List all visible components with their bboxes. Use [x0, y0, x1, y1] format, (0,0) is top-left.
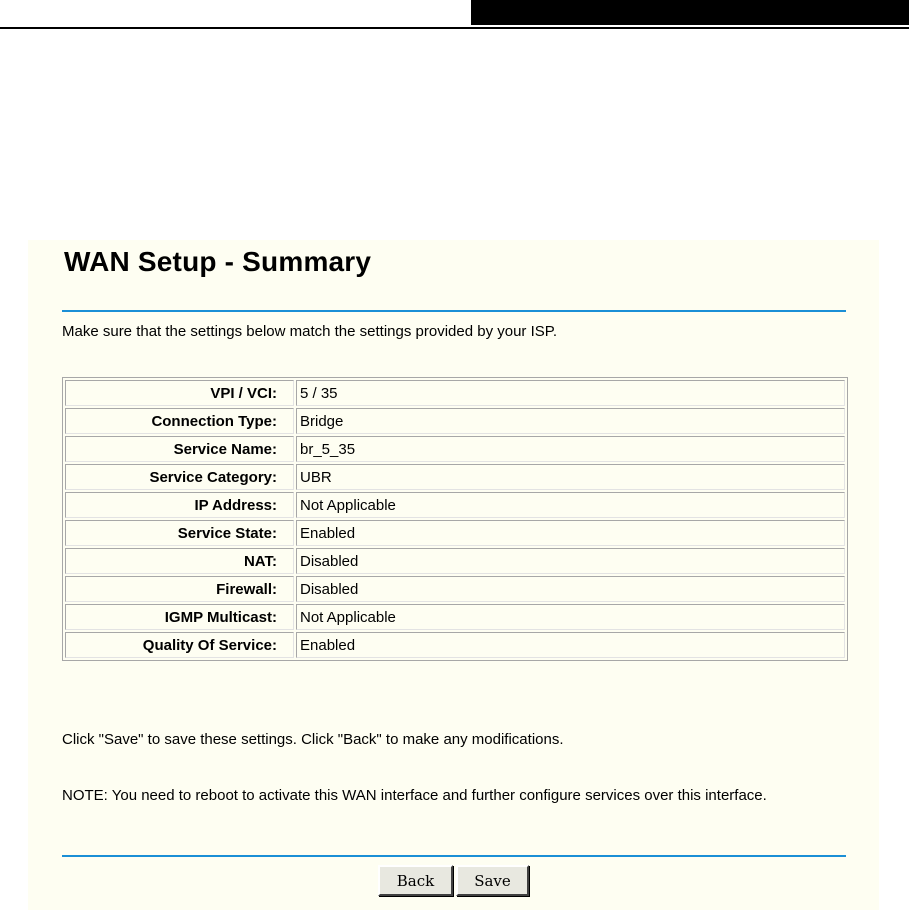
save-button[interactable]: Save: [456, 865, 529, 896]
wan-summary-panel: [28, 240, 879, 910]
header-black-bar: [471, 0, 909, 25]
table-row-ip-address: [65, 492, 845, 518]
row-label: NAT:: [65, 548, 294, 574]
summary-table: [62, 377, 848, 661]
back-button[interactable]: Back: [378, 865, 453, 896]
table-row-nat: [65, 548, 845, 574]
row-value: Not Applicable: [296, 492, 845, 518]
table-row-service-category: [65, 464, 845, 490]
row-label: Quality Of Service:: [65, 632, 294, 658]
page-title: WAN Setup - Summary: [64, 246, 372, 277]
row-value: Enabled: [296, 520, 845, 546]
table-row-vpi-vci: [65, 380, 845, 406]
row-label: IP Address:: [65, 492, 294, 518]
row-label: Service State:: [65, 520, 294, 546]
intro-text: Make sure that the settings below match the settings provided by your ISP.: [62, 323, 557, 340]
table-row-service-state: [65, 520, 845, 546]
row-label: Service Category:: [65, 464, 294, 490]
row-label: Firewall:: [65, 576, 294, 602]
header-rule: [0, 27, 909, 29]
row-label: Connection Type:: [65, 408, 294, 434]
save-instructions: Click "Save" to save these settings. Click "Back" to make any modifications.: [62, 731, 564, 748]
row-value: Disabled: [296, 576, 845, 602]
table-row-igmp-multicast: [65, 604, 845, 630]
row-label: VPI / VCI:: [65, 380, 294, 406]
table-row-connection-type: [65, 408, 845, 434]
row-value: Not Applicable: [296, 604, 845, 630]
row-value: Disabled: [296, 548, 845, 574]
reboot-note: NOTE: You need to reboot to activate this WAN interface and further configure services over this interface.: [62, 787, 767, 804]
row-value: br_5_35: [296, 436, 845, 462]
button-row: [28, 865, 879, 896]
title-divider: [62, 310, 846, 312]
table-row-quality-of-service: [65, 632, 845, 658]
row-value: Enabled: [296, 632, 845, 658]
row-label: IGMP Multicast:: [65, 604, 294, 630]
row-value: UBR: [296, 464, 845, 490]
table-row-service-name: [65, 436, 845, 462]
table-row-firewall: [65, 576, 845, 602]
footer-divider: [62, 855, 846, 857]
row-value: Bridge: [296, 408, 845, 434]
row-value: 5 / 35: [296, 380, 845, 406]
row-label: Service Name:: [65, 436, 294, 462]
